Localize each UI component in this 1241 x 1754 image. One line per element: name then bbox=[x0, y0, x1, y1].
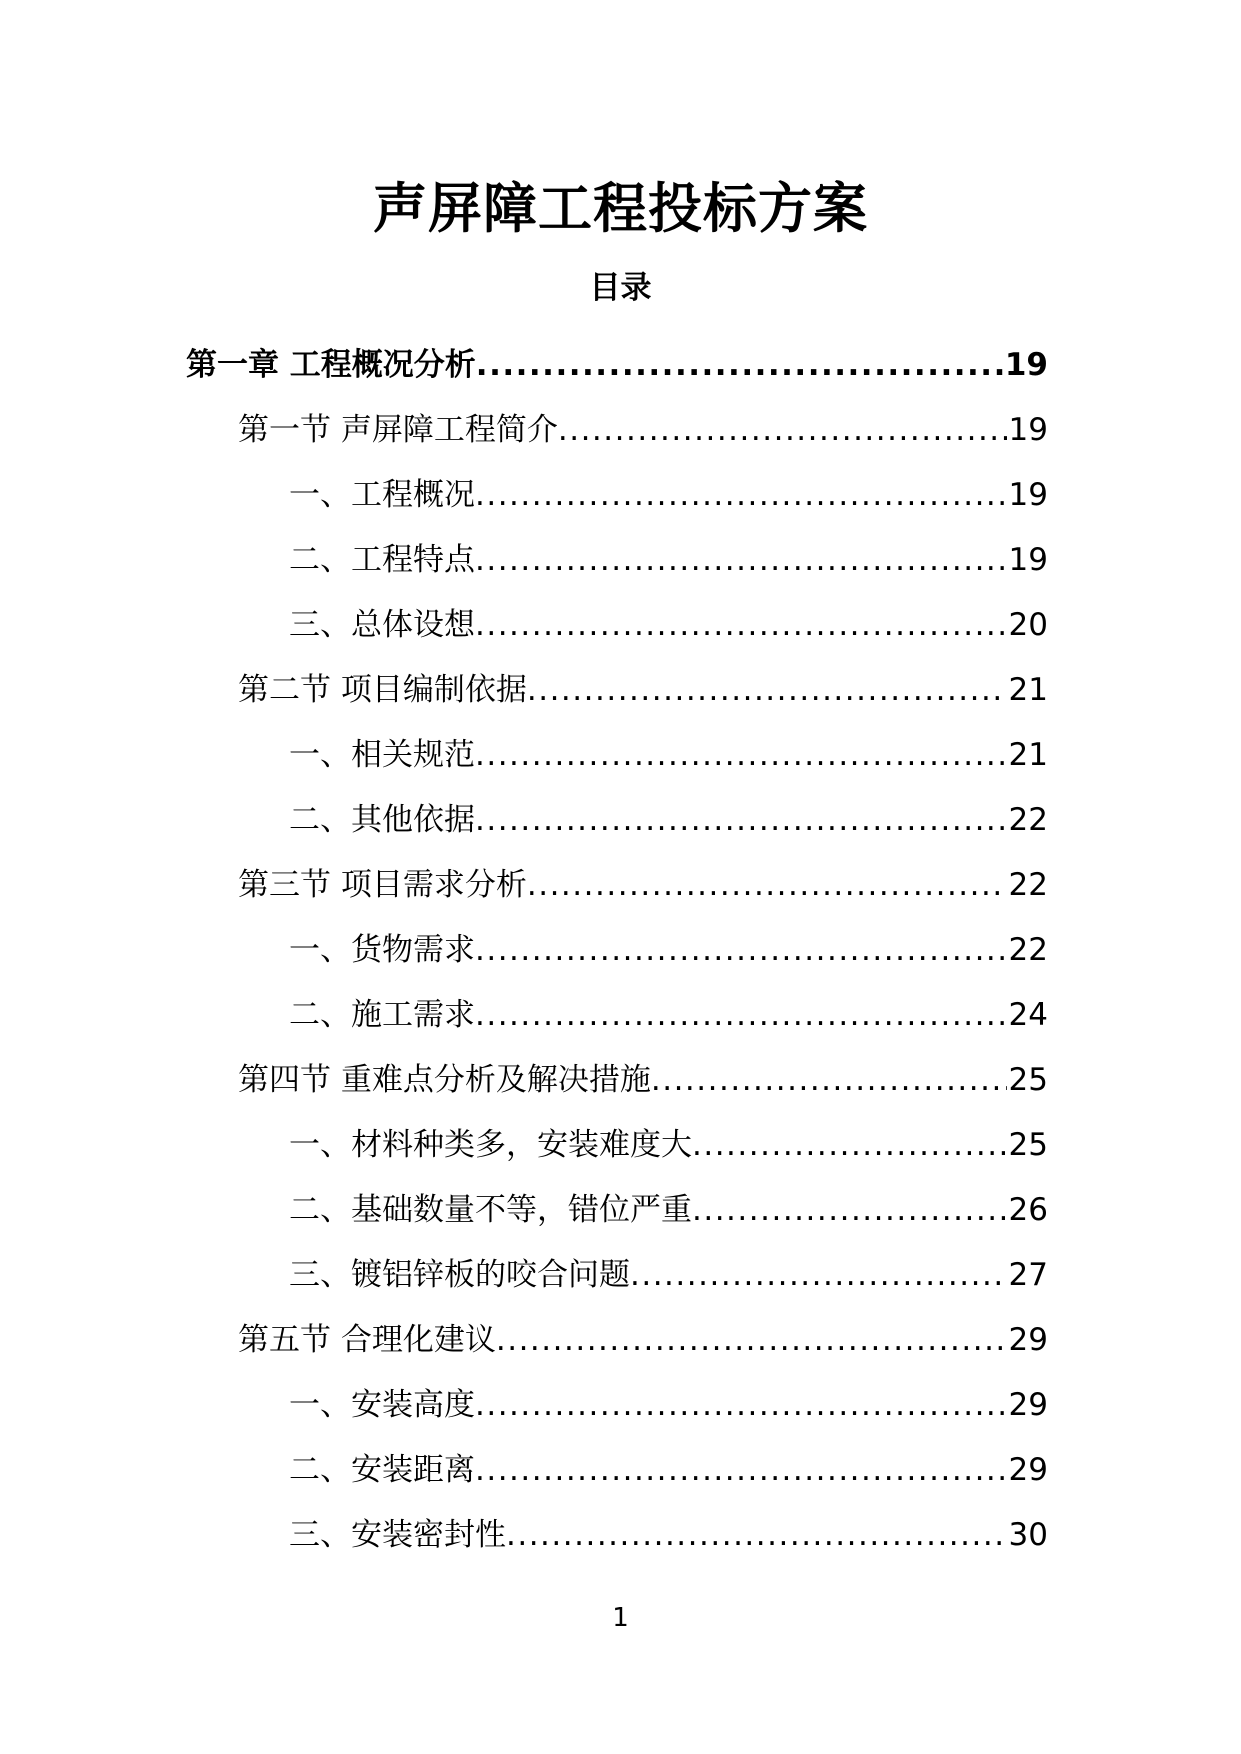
toc-entry-item[interactable] bbox=[289, 716, 1048, 781]
page-number: 1 bbox=[612, 1603, 629, 1633]
toc-dot-leader bbox=[506, 1515, 1007, 1561]
toc-entry-page: 19 bbox=[1004, 347, 1048, 383]
toc-dot-leader bbox=[651, 1060, 1007, 1106]
toc-entry-title: 二、施工需求 bbox=[289, 997, 475, 1033]
toc-entry-title: 第二节 项目编制依据 bbox=[238, 672, 527, 708]
toc-entry-item[interactable] bbox=[289, 911, 1048, 976]
toc-entry-title: 第五节 合理化建议 bbox=[238, 1322, 496, 1358]
toc-entry-item[interactable] bbox=[289, 781, 1048, 846]
document-title: 声屏障工程投标方案 bbox=[373, 177, 868, 240]
toc-dot-leader bbox=[630, 1255, 1007, 1301]
toc-entry-page: 22 bbox=[1008, 867, 1048, 903]
toc-entry-page: 29 bbox=[1008, 1322, 1048, 1358]
toc-entry-section-5[interactable] bbox=[238, 1301, 1048, 1366]
toc-entry-section-1[interactable] bbox=[238, 391, 1048, 456]
toc-entry-page: 29 bbox=[1008, 1387, 1048, 1423]
toc-dot-leader bbox=[475, 800, 1007, 846]
toc-entry-item[interactable] bbox=[289, 456, 1048, 521]
toc-entry-title: 二、安装距离 bbox=[289, 1452, 475, 1488]
toc-dot-leader bbox=[496, 1320, 1007, 1366]
toc-entry-title: 二、其他依据 bbox=[289, 802, 475, 838]
toc-entry-item[interactable] bbox=[289, 1171, 1048, 1236]
toc-entry-item[interactable] bbox=[289, 1496, 1048, 1561]
toc-entry-page: 22 bbox=[1008, 932, 1048, 968]
toc-entry-title: 一、相关规范 bbox=[289, 737, 475, 773]
toc-entry-title: 二、基础数量不等，错位严重 bbox=[289, 1192, 692, 1228]
toc-entry-section-4[interactable] bbox=[238, 1041, 1048, 1106]
toc-entry-page: 20 bbox=[1008, 607, 1048, 643]
toc-entry-page: 25 bbox=[1008, 1062, 1048, 1098]
toc-dot-leader bbox=[527, 670, 1007, 716]
toc-dot-leader bbox=[692, 1190, 1007, 1236]
toc-entry-item[interactable] bbox=[289, 1106, 1048, 1171]
toc-dot-leader bbox=[475, 930, 1007, 976]
toc-dot-leader bbox=[527, 865, 1007, 911]
toc-entry-title: 一、材料种类多，安装难度大 bbox=[289, 1127, 692, 1163]
toc-entry-page: 19 bbox=[1008, 477, 1048, 513]
toc-entry-title: 一、安装高度 bbox=[289, 1387, 475, 1423]
toc-entry-page: 21 bbox=[1008, 737, 1048, 773]
toc-dot-leader bbox=[692, 1125, 1007, 1171]
table-of-contents bbox=[0, 326, 1241, 1561]
toc-dot-leader bbox=[475, 995, 1007, 1041]
toc-entry-page: 19 bbox=[1008, 542, 1048, 578]
toc-entry-item[interactable] bbox=[289, 976, 1048, 1041]
toc-entry-page: 21 bbox=[1008, 672, 1048, 708]
toc-entry-title: 第三节 项目需求分析 bbox=[238, 867, 527, 903]
toc-dot-leader bbox=[475, 605, 1007, 651]
toc-entry-page: 24 bbox=[1008, 997, 1048, 1033]
toc-entry-page: 22 bbox=[1008, 802, 1048, 838]
toc-entry-item[interactable] bbox=[289, 1236, 1048, 1301]
toc-entry-section-2[interactable] bbox=[238, 651, 1048, 716]
toc-entry-page: 29 bbox=[1008, 1452, 1048, 1488]
toc-entry-section-3[interactable] bbox=[238, 846, 1048, 911]
toc-dot-leader bbox=[475, 1385, 1007, 1431]
toc-dot-leader bbox=[476, 345, 1003, 391]
toc-entry-item[interactable] bbox=[289, 521, 1048, 586]
toc-entry-chapter-1[interactable] bbox=[186, 326, 1048, 391]
toc-dot-leader bbox=[475, 475, 1007, 521]
toc-dot-leader bbox=[475, 540, 1007, 586]
toc-heading: 目录 bbox=[589, 270, 652, 306]
toc-entry-page: 30 bbox=[1008, 1517, 1048, 1553]
toc-entry-title: 第四节 重难点分析及解决措施 bbox=[238, 1062, 651, 1098]
toc-entry-title: 第一节 声屏障工程简介 bbox=[238, 412, 558, 448]
toc-dot-leader bbox=[475, 1450, 1007, 1496]
toc-entry-item[interactable] bbox=[289, 1431, 1048, 1496]
toc-entry-title: 第一章 工程概况分析 bbox=[186, 347, 476, 383]
toc-entry-page: 19 bbox=[1008, 412, 1048, 448]
toc-dot-leader bbox=[475, 735, 1007, 781]
toc-entry-title: 三、镀铝锌板的咬合问题 bbox=[289, 1257, 630, 1293]
toc-entry-page: 26 bbox=[1008, 1192, 1048, 1228]
toc-entry-title: 三、总体设想 bbox=[289, 607, 475, 643]
toc-entry-page: 27 bbox=[1008, 1257, 1048, 1293]
toc-entry-title: 二、工程特点 bbox=[289, 542, 475, 578]
toc-entry-page: 25 bbox=[1008, 1127, 1048, 1163]
toc-entry-title: 三、安装密封性 bbox=[289, 1517, 506, 1553]
toc-entry-item[interactable] bbox=[289, 586, 1048, 651]
toc-dot-leader bbox=[558, 410, 1007, 456]
toc-entry-item[interactable] bbox=[289, 1366, 1048, 1431]
toc-entry-title: 一、工程概况 bbox=[289, 477, 475, 513]
toc-entry-title: 一、货物需求 bbox=[289, 932, 475, 968]
